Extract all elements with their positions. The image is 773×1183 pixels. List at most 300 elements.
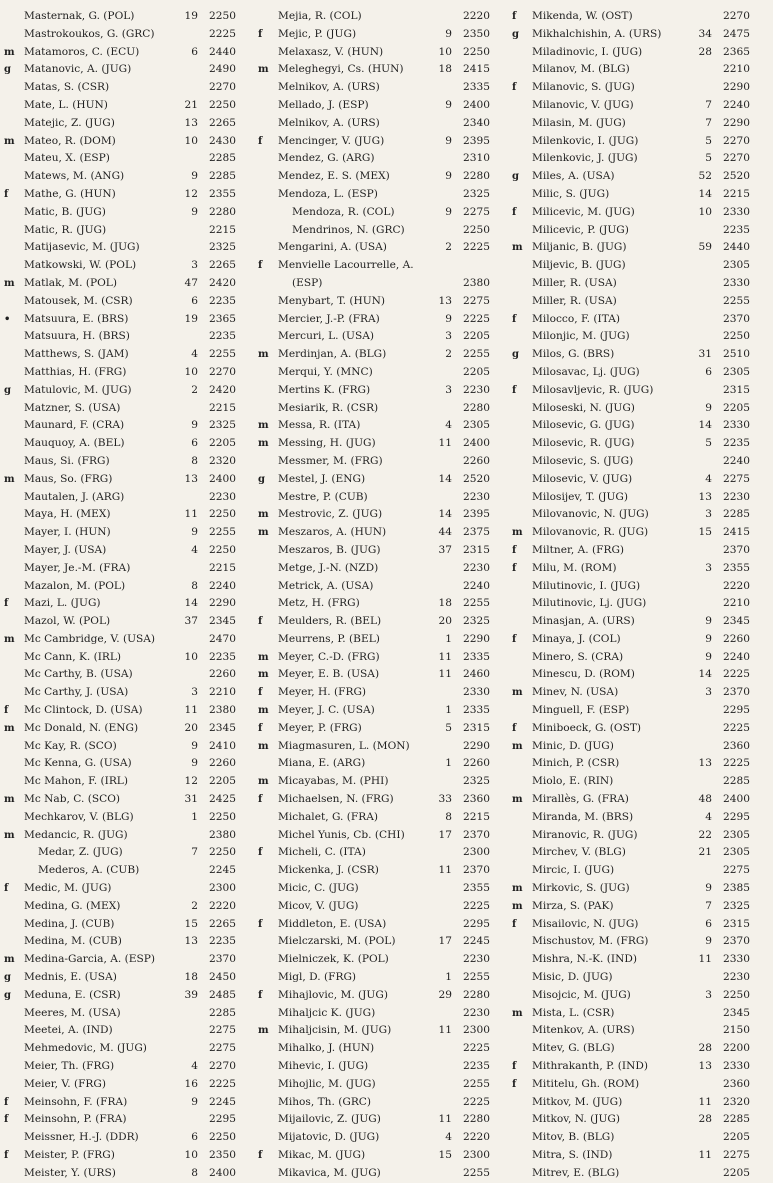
list-item: [512, 560, 770, 578]
games-count: 9: [445, 98, 452, 111]
rating-value: 2305: [723, 828, 750, 841]
rating-value: 2475: [723, 27, 750, 40]
title-mark: m: [512, 242, 523, 254]
rating-value: 2225: [209, 1077, 236, 1090]
player-name: Miljanic, B. (JUG): [532, 241, 627, 254]
title-mark: f: [512, 1061, 517, 1073]
list-item: [512, 613, 770, 631]
rating-value: 2380: [463, 276, 490, 289]
title-mark: f: [258, 260, 263, 272]
list-item: [258, 489, 512, 507]
rating-value: 2330: [723, 419, 750, 432]
list-item: [4, 524, 258, 542]
player-name: Mc Carthy, B. (USA): [24, 668, 133, 681]
games-count: 9: [705, 935, 712, 948]
rating-value: 2300: [463, 1149, 490, 1161]
rating-value: 2370: [463, 828, 490, 841]
rating-value: 2330: [723, 205, 750, 218]
title-mark: m: [512, 794, 523, 806]
list-item: [512, 97, 770, 115]
list-item: [258, 1005, 512, 1023]
list-item: [4, 435, 258, 453]
rating-value: 2425: [209, 793, 236, 806]
rating-value: 2285: [209, 152, 236, 165]
games-count: 4: [445, 419, 452, 432]
list-item: [258, 631, 512, 649]
player-name: Mc Donald, N. (ENG): [24, 721, 139, 734]
games-count: 11: [438, 864, 452, 877]
games-count: 13: [698, 757, 712, 770]
player-name: Mc Mahon, F. (IRL): [24, 775, 128, 788]
title-mark: f: [4, 705, 9, 717]
list-item: [4, 1129, 258, 1147]
list-item: [4, 791, 258, 809]
player-name: Medina, M. (CUB): [24, 935, 122, 948]
rating-value: 2250: [463, 45, 490, 58]
player-name: Michalet, G. (FRA): [278, 810, 379, 823]
rating-value: 2325: [209, 419, 236, 432]
player-name: Milocco, F. (ITA): [532, 312, 621, 325]
games-count: 6: [191, 45, 198, 58]
player-name: Milosijev, T. (JUG): [532, 490, 628, 503]
title-mark: g: [512, 349, 519, 361]
list-item: [512, 702, 770, 720]
list-item: [258, 844, 512, 862]
player-name: Mestrovic, Z. (JUG): [278, 508, 383, 521]
list-item: [512, 44, 770, 62]
rating-value: 2230: [209, 490, 236, 503]
games-count: 52: [698, 170, 712, 183]
player-name: Mendoza, L. (ESP): [278, 187, 378, 200]
player-name: Mc Kay, R. (SCO): [24, 739, 117, 752]
title-mark: f: [4, 1096, 9, 1108]
list-item: [258, 951, 512, 969]
rating-value: 2355: [209, 187, 236, 200]
list-item: [512, 791, 770, 809]
list-item: [258, 1022, 512, 1040]
rating-value: 2520: [463, 472, 490, 485]
rating-value: 2260: [723, 632, 750, 645]
player-name: Mencinger, V. (JUG): [278, 134, 385, 147]
title-mark: f: [512, 313, 517, 325]
rating-value: 2420: [209, 276, 236, 289]
games-count: 37: [438, 543, 452, 556]
games-count: 11: [438, 650, 452, 663]
games-count: 11: [438, 437, 452, 450]
rating-value: 2225: [463, 1095, 490, 1108]
list-item: [512, 1129, 770, 1147]
player-name: Minescu, D. (ROM): [532, 668, 635, 681]
rating-value: 2230: [463, 953, 490, 966]
games-count: 12: [184, 775, 198, 788]
player-name: Medic, M. (JUG): [24, 882, 112, 895]
list-item: [258, 364, 512, 382]
column-1: [4, 8, 258, 1183]
rating-value: 2230: [723, 490, 750, 503]
rating-value: 2295: [463, 917, 490, 930]
list-item: [4, 649, 258, 667]
games-count: 4: [705, 810, 712, 823]
games-count: 14: [698, 668, 712, 681]
player-name: Mishra, N.-K. (IND): [532, 953, 638, 966]
games-count: 6: [191, 294, 198, 307]
rating-value: 2325: [723, 899, 750, 912]
list-item: [512, 524, 770, 542]
games-count: 10: [184, 365, 198, 378]
rating-value: 2315: [463, 721, 490, 734]
player-name: Miana, E. (ARG): [278, 757, 366, 770]
list-item: [4, 987, 258, 1005]
player-name: Mirchev, V. (BLG): [532, 846, 626, 859]
player-name: Minev, N. (USA): [532, 686, 619, 699]
list-item: [4, 8, 258, 26]
list-item: [512, 489, 770, 507]
rating-value: 2290: [209, 597, 236, 610]
rating-value: 2420: [209, 383, 236, 396]
title-mark: m: [4, 794, 15, 806]
rating-value: 2255: [463, 1077, 490, 1090]
list-item: [4, 809, 258, 827]
list-item: [4, 417, 258, 435]
games-count: 9: [705, 882, 712, 895]
player-name: Milonjic, M. (JUG): [532, 330, 630, 343]
player-name: Matsuura, E. (BRS): [24, 312, 129, 325]
rating-value: 2325: [209, 241, 236, 254]
list-item: [258, 97, 512, 115]
rating-value: 2370: [723, 686, 750, 699]
list-item: [512, 293, 770, 311]
games-count: 13: [184, 935, 198, 948]
title-mark: m: [4, 954, 15, 966]
player-name: Mititelu, Gh. (ROM): [532, 1077, 640, 1090]
games-count: 8: [191, 1166, 198, 1179]
games-count: 11: [438, 1113, 452, 1126]
list-item: [4, 115, 258, 133]
list-item: [258, 133, 512, 151]
player-name: Mickenka, J. (CSR): [278, 864, 379, 877]
games-count: 7: [191, 846, 198, 859]
games-count: 39: [184, 988, 198, 1001]
games-count: 18: [438, 597, 452, 610]
rating-value: 2250: [723, 330, 750, 343]
player-name: Milenkovic, J. (JUG): [532, 152, 638, 165]
rating-value: 2380: [209, 828, 236, 841]
games-count: 5: [705, 437, 712, 450]
rating-value: 2440: [209, 45, 236, 58]
rating-value: 2370: [723, 543, 750, 556]
player-name: Mejic, P. (JUG): [278, 27, 357, 40]
player-name: Mirza, S. (PAK): [532, 899, 614, 912]
player-name: Meier, Th. (FRG): [24, 1060, 115, 1073]
games-count: 9: [445, 134, 452, 147]
rating-value: 2335: [463, 704, 490, 717]
list-item: [4, 720, 258, 738]
player-name: Metz, H. (FRG): [278, 597, 360, 610]
player-name: Mihevic, I. (JUG): [278, 1060, 369, 1073]
player-name: Matkowski, W. (POL): [24, 259, 137, 272]
player-name: Micheli, C. (ITA): [278, 846, 366, 859]
player-name: Miniboeck, G. (OST): [532, 721, 642, 734]
list-item: [512, 987, 770, 1005]
player-name: Matews, M. (ANG): [24, 170, 125, 183]
games-count: 7: [705, 98, 712, 111]
rating-value: 2275: [723, 472, 750, 485]
rating-value: 2250: [463, 223, 490, 236]
player-name: Mircic, I. (JUG): [532, 864, 615, 877]
list-item: [258, 542, 512, 560]
games-count: 10: [438, 45, 452, 58]
list-item: [512, 755, 770, 773]
title-mark: m: [258, 669, 269, 681]
player-name: Mitev, G. (BLG): [532, 1042, 615, 1055]
games-count: 16: [184, 1077, 198, 1090]
rating-value: 2280: [463, 988, 490, 1001]
title-mark: m: [258, 1025, 269, 1037]
list-item: [4, 328, 258, 346]
title-mark: g: [4, 989, 11, 1001]
title-mark: f: [258, 918, 263, 930]
games-count: 3: [191, 686, 198, 699]
player-name: Matic, B. (JUG): [24, 205, 106, 218]
player-name: Minasjan, A. (URS): [532, 615, 635, 628]
rating-value: 2280: [463, 401, 490, 414]
list-item: [512, 1005, 770, 1023]
player-name: Matsuura, H. (BRS): [24, 330, 130, 343]
games-count: 5: [445, 721, 452, 734]
player-name: Maya, H. (MEX): [24, 508, 111, 521]
title-mark: m: [512, 883, 523, 895]
column-2: [258, 8, 512, 1183]
games-count: 19: [184, 10, 198, 22]
rating-value: 2365: [723, 45, 750, 58]
list-item: [258, 1129, 512, 1147]
player-name: Mateu, X. (ESP): [24, 152, 110, 165]
player-name: Melnikov, A. (URS): [278, 81, 380, 94]
games-count: 29: [438, 988, 452, 1001]
rating-value: 2320: [209, 454, 236, 467]
rating-value: 2270: [209, 365, 236, 378]
list-item: [258, 1076, 512, 1094]
games-count: 20: [438, 615, 452, 628]
rating-value: 2370: [209, 953, 236, 966]
list-item: [258, 328, 512, 346]
player-name: Mitra, S. (IND): [532, 1149, 613, 1161]
player-name: Mirallès, G. (FRA): [532, 793, 629, 806]
player-name: Mikac, M. (JUG): [278, 1149, 366, 1161]
list-item: [512, 773, 770, 791]
rating-value: 2260: [463, 454, 490, 467]
player-name: Milosavljevic, R. (JUG): [532, 383, 654, 396]
list-item: [258, 560, 512, 578]
player-name: Mihaljcisin, M. (JUG): [278, 1024, 392, 1037]
games-count: 59: [698, 241, 712, 254]
title-mark: m: [4, 135, 15, 147]
player-name: Miltner, A. (FRG): [532, 543, 625, 556]
player-name: Milicevic, P. (JUG): [532, 223, 629, 236]
player-name: Milanovic, S. (JUG): [532, 81, 635, 94]
player-name: Micayabas, M. (PHI): [278, 775, 389, 788]
list-item: [512, 186, 770, 204]
rating-value: 2280: [463, 1113, 490, 1126]
player-name: Meyer, J. C. (USA): [278, 704, 375, 717]
list-item: [512, 1076, 770, 1094]
player-name: Milenkovic, I. (JUG): [532, 134, 639, 147]
player-name: Mazol, W. (POL): [24, 615, 111, 628]
title-mark: m: [258, 509, 269, 521]
list-item: [512, 239, 770, 257]
title-mark: f: [258, 847, 263, 859]
rating-value: 2205: [463, 365, 490, 378]
player-name: Meetei, A. (IND): [24, 1024, 113, 1037]
player-name: Menvielle Lacourrelle, A.: [278, 259, 414, 272]
list-item: [4, 827, 258, 845]
games-count: 3: [191, 259, 198, 272]
rating-value: 2335: [463, 81, 490, 94]
list-item: [258, 168, 512, 186]
rating-value: 2400: [463, 98, 490, 111]
rating-value: 2295: [723, 810, 750, 823]
rating-value: 2240: [463, 579, 490, 592]
player-name: Mestre, P. (CUB): [278, 490, 368, 503]
title-mark: m: [258, 776, 269, 788]
rating-value: 2255: [463, 597, 490, 610]
title-mark: m: [258, 651, 269, 663]
rating-value: 2230: [463, 561, 490, 574]
rating-value: 2250: [209, 810, 236, 823]
games-count: 9: [191, 205, 198, 218]
player-name: Matamoros, C. (ECU): [24, 45, 140, 58]
player-name: Mehmedovic, M. (JUG): [24, 1042, 147, 1055]
list-item: [4, 506, 258, 524]
games-count: 10: [698, 205, 712, 218]
games-count: 6: [705, 917, 712, 930]
rating-value: 2215: [723, 187, 750, 200]
list-item: [258, 916, 512, 934]
player-name: Mercier, J.-P. (FRA): [278, 312, 380, 325]
games-count: 9: [191, 526, 198, 539]
player-name: Milasin, M. (JUG): [532, 116, 626, 129]
rating-value: 2210: [209, 686, 236, 699]
rating-value: 2270: [723, 134, 750, 147]
title-mark: f: [4, 1114, 9, 1126]
list-item: [4, 311, 258, 329]
rating-value: 2210: [723, 597, 750, 610]
rating-value: 2290: [723, 116, 750, 129]
rating-value: 2250: [209, 846, 236, 859]
games-count: 37: [184, 615, 198, 628]
player-name: Micov, V. (JUG): [278, 899, 359, 912]
player-name: Milicevic, M. (JUG): [532, 205, 635, 218]
player-name: Medancic, R. (JUG): [24, 828, 128, 841]
player-name: Minich, P. (CSR): [532, 757, 620, 770]
title-mark: m: [258, 349, 269, 361]
list-item: [258, 453, 512, 471]
list-item: [4, 702, 258, 720]
rating-value: 2345: [209, 615, 236, 628]
player-name: Mikavica, M. (JUG): [278, 1166, 381, 1179]
rating-value: 2360: [463, 793, 490, 806]
games-count: 6: [191, 437, 198, 450]
list-item: [4, 168, 258, 186]
title-mark: m: [258, 705, 269, 717]
list-item: [512, 435, 770, 453]
player-name: Merdinjan, A. (BLG): [278, 348, 387, 361]
title-mark: g: [512, 28, 519, 40]
rating-value: 2270: [209, 81, 236, 94]
rating-value: 2460: [463, 668, 490, 681]
list-item: [512, 311, 770, 329]
rating-value: 2395: [463, 508, 490, 521]
title-mark: m: [258, 64, 269, 76]
rating-value: 2245: [463, 935, 490, 948]
games-count: 2: [191, 383, 198, 396]
list-item: [4, 631, 258, 649]
player-name: Mestel, J. (ENG): [278, 472, 366, 485]
list-item: [258, 435, 512, 453]
games-count: 3: [705, 988, 712, 1001]
rating-value: 2345: [209, 721, 236, 734]
player-name: Masternak, G. (POL): [24, 10, 135, 22]
games-count: 22: [698, 828, 712, 841]
rating-value: 2260: [463, 757, 490, 770]
player-name: Mejia, R. (COL): [278, 10, 362, 22]
player-name: Milos, G. (BRS): [532, 348, 615, 361]
title-mark: m: [258, 438, 269, 450]
title-mark: f: [512, 11, 517, 22]
rating-value: 2400: [209, 472, 236, 485]
rating-value: 2225: [723, 721, 750, 734]
list-item: [512, 26, 770, 44]
rating-value: 2205: [463, 330, 490, 343]
player-name: Mikhalchishin, A. (URS): [532, 27, 662, 40]
rating-value: 2265: [209, 259, 236, 272]
list-item: [512, 649, 770, 667]
player-name: Medar, Z. (JUG): [38, 846, 123, 859]
rating-value: 2215: [209, 401, 236, 414]
list-item: [512, 168, 770, 186]
games-count: 13: [698, 1060, 712, 1073]
rating-value: 2370: [463, 864, 490, 877]
list-item: [258, 417, 512, 435]
list-item: [512, 417, 770, 435]
rating-value: 2280: [209, 205, 236, 218]
list-item: [4, 862, 258, 880]
list-item: [512, 578, 770, 596]
list-item: [512, 862, 770, 880]
player-name: Mendrinos, N. (GRC): [292, 223, 405, 236]
games-count: 13: [698, 490, 712, 503]
player-name: Mayer, I. (HUN): [24, 526, 111, 539]
games-count: 9: [705, 650, 712, 663]
games-count: 11: [698, 1095, 712, 1108]
rating-value: 2285: [723, 508, 750, 521]
games-count: 15: [438, 1149, 452, 1161]
player-name: Meduna, E. (CSR): [24, 988, 121, 1001]
list-item: [258, 898, 512, 916]
rating-value: 2340: [463, 116, 490, 129]
rating-value: 2270: [723, 152, 750, 165]
list-item: [258, 613, 512, 631]
list-item: [4, 1058, 258, 1076]
list-item: [512, 1040, 770, 1058]
rating-value: 2365: [209, 312, 236, 325]
player-name: Miloseski, N. (JUG): [532, 401, 635, 414]
list-item: [512, 666, 770, 684]
list-item: [258, 720, 512, 738]
player-name: Mithrakanth, P. (IND): [532, 1060, 648, 1073]
rating-value: 2225: [723, 668, 750, 681]
title-mark: f: [258, 722, 263, 734]
